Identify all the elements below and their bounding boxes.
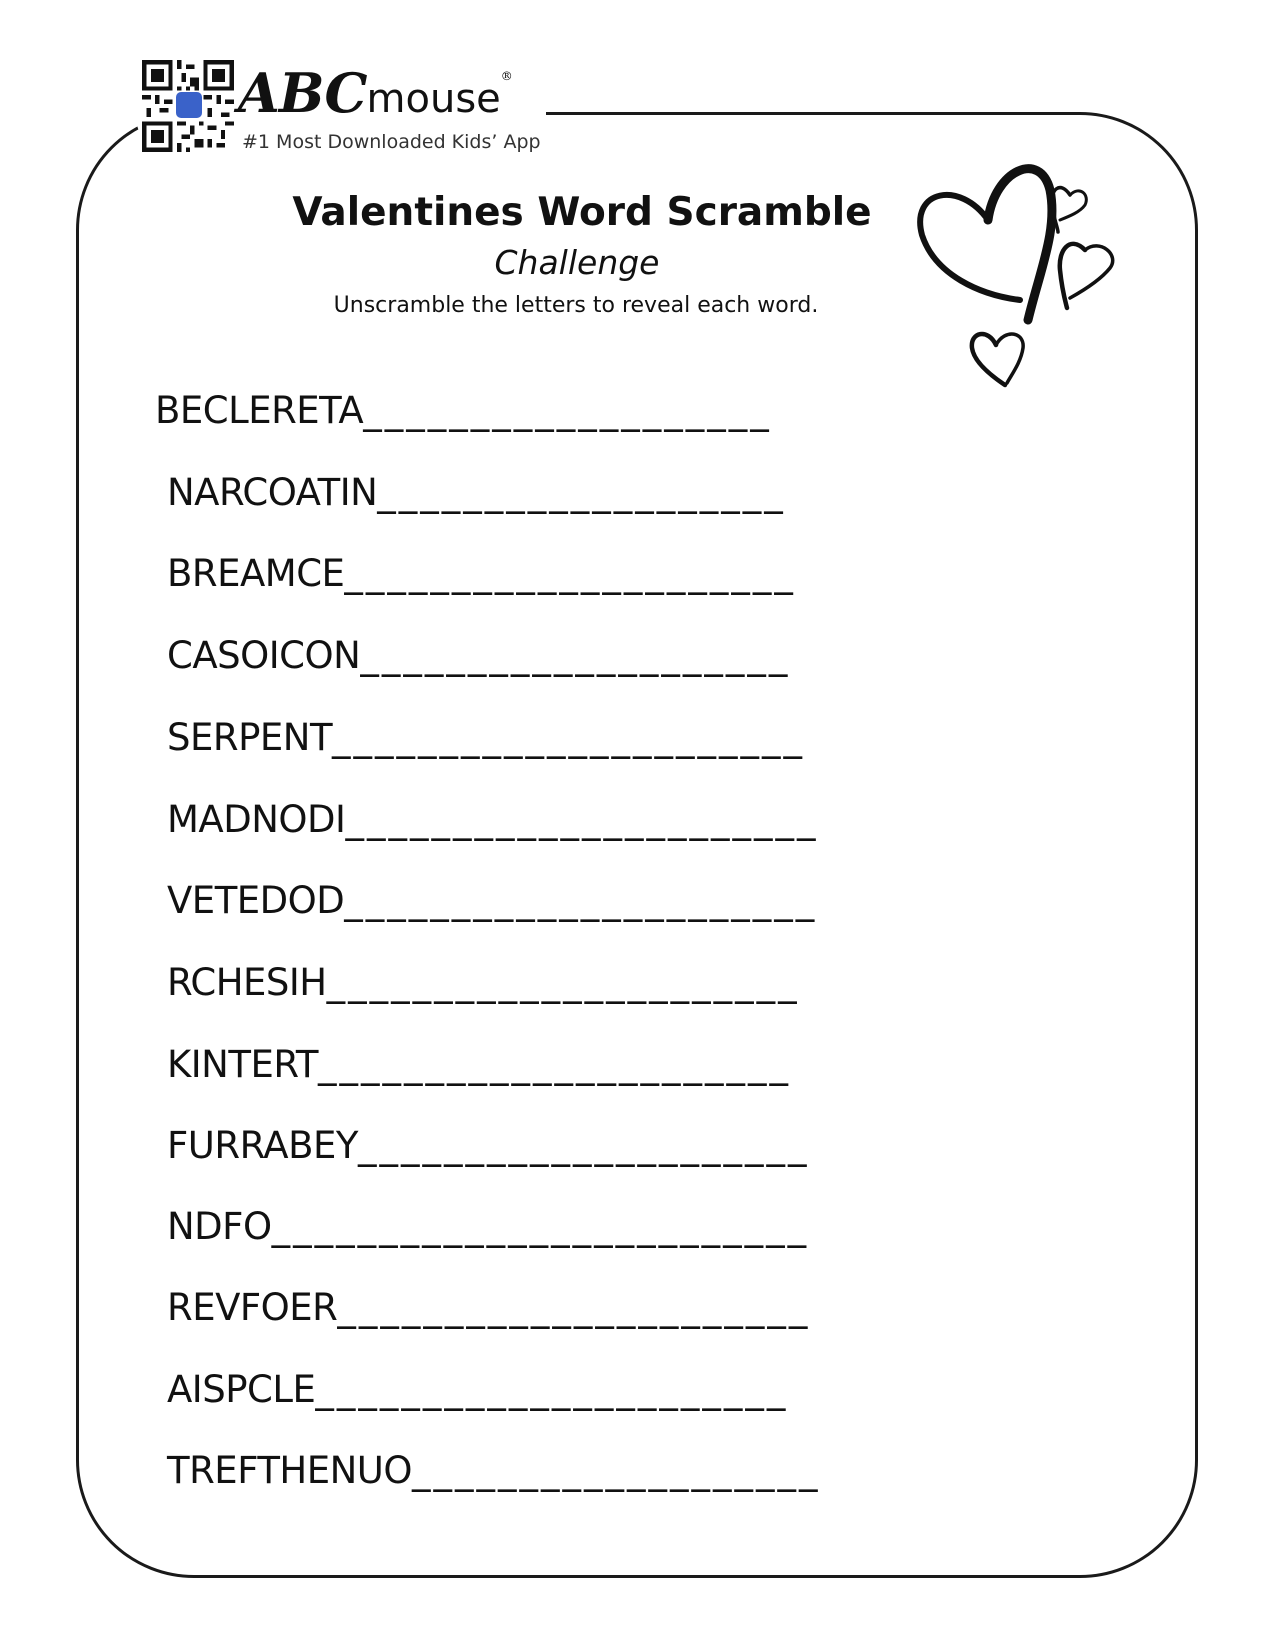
- scrambled-word: NARCOATIN: [167, 471, 378, 514]
- scramble-row: [167, 961, 800, 1004]
- scramble-row: [167, 716, 806, 759]
- answer-blank[interactable]: _____________________: [357, 1124, 810, 1167]
- scrambled-word: BREAMCE: [167, 552, 345, 595]
- scramble-row: [167, 879, 818, 922]
- scrambled-word: FURRABEY: [167, 1124, 358, 1167]
- scrambled-word: CASOICON: [167, 634, 361, 677]
- tagline: #1 Most Downloaded Kids’ App: [242, 131, 541, 153]
- scrambled-word: AISPCLE: [167, 1368, 316, 1411]
- hearts-icon: [910, 150, 1160, 390]
- worksheet-subtitle: Challenge: [494, 243, 660, 282]
- scrambled-word: MADNODI: [167, 798, 346, 841]
- answer-blank[interactable]: ______________________: [337, 1286, 811, 1329]
- scrambled-word: SERPENT: [167, 716, 333, 759]
- scramble-row: [155, 389, 772, 432]
- answer-blank[interactable]: ___________________: [363, 389, 772, 432]
- scramble-row: [167, 1286, 811, 1329]
- brand-mouse: mouse: [366, 76, 501, 122]
- scramble-row: [167, 1124, 810, 1167]
- answer-blank[interactable]: ______________________: [344, 879, 818, 922]
- scrambled-word: NDFO: [167, 1205, 272, 1248]
- answer-blank[interactable]: _____________________: [344, 552, 796, 595]
- scramble-row: [167, 1449, 821, 1492]
- scrambled-word: REVFOER: [167, 1286, 338, 1329]
- scramble-row: [167, 471, 786, 514]
- scrambled-word: RCHESIH: [167, 961, 327, 1004]
- scramble-row: [167, 798, 819, 841]
- answer-blank[interactable]: ______________________: [326, 961, 800, 1004]
- scrambled-word: BECLERETA: [155, 389, 364, 432]
- scrambled-word: TREFTHENUO: [167, 1449, 413, 1492]
- worksheet-title: Valentines Word Scramble: [292, 190, 872, 235]
- scramble-row: [167, 552, 796, 595]
- scramble-row: [167, 1205, 810, 1248]
- answer-blank[interactable]: ____________________: [360, 634, 791, 677]
- app-badge-icon: [176, 92, 202, 118]
- answer-blank[interactable]: ______________________: [332, 716, 806, 759]
- scrambled-word: VETEDOD: [167, 879, 345, 922]
- instructions: Unscramble the letters to reveal each word.: [333, 293, 819, 318]
- registered-mark: ®: [500, 69, 512, 83]
- answer-blank[interactable]: ___________________: [412, 1449, 821, 1492]
- brand-abc: ABC: [238, 61, 367, 125]
- answer-blank[interactable]: ______________________: [345, 798, 819, 841]
- scramble-row: [167, 1368, 789, 1411]
- scrambled-word: KINTERT: [167, 1043, 318, 1086]
- answer-blank[interactable]: ___________________: [377, 471, 786, 514]
- answer-blank[interactable]: _________________________: [271, 1205, 810, 1248]
- answer-blank[interactable]: ______________________: [317, 1043, 791, 1086]
- answer-blank[interactable]: ______________________: [315, 1368, 789, 1411]
- brand-logo: [238, 61, 512, 125]
- scramble-row: [167, 1043, 791, 1086]
- scramble-row: [167, 634, 791, 677]
